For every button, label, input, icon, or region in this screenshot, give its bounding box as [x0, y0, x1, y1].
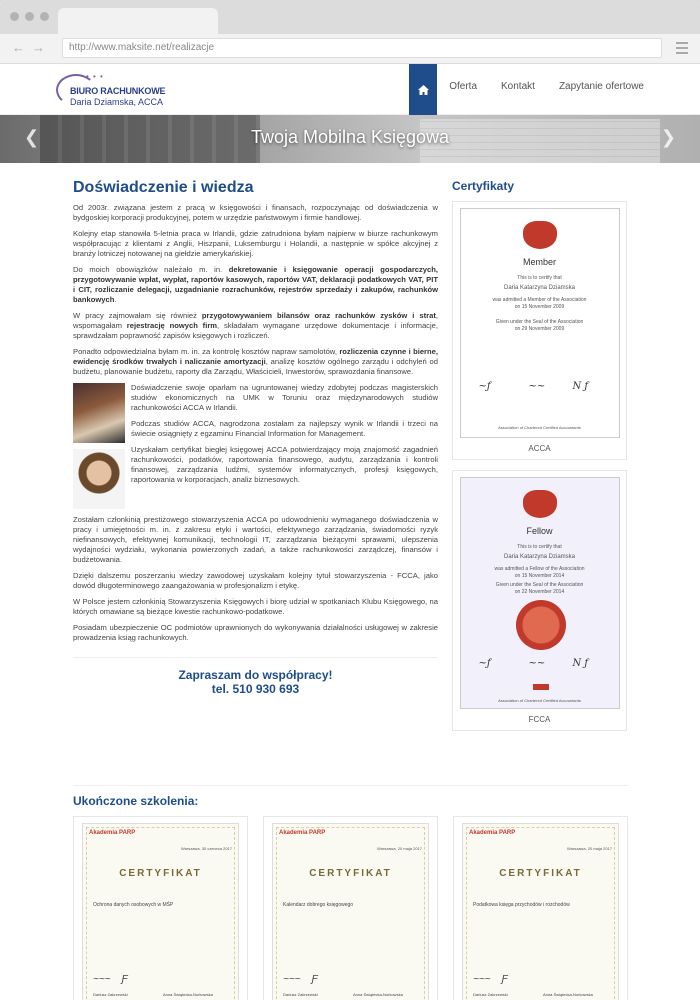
main-nav: [409, 64, 656, 115]
nav-home-button[interactable]: [409, 64, 437, 115]
close-dot-icon[interactable]: [10, 12, 19, 21]
hero-title: Twoja Mobilna Księgowa: [250, 127, 450, 147]
paragraph-12: Posiadam ubezpieczenie OC podmiotów uprawnionych do wykonywania działalności usługowej w zakresie prowadzenia ksiąg rachunkowych.: [73, 623, 438, 642]
paragraph-5-bold: rozliczenia czynne i bierne, ewidencję środków trwałych i naliczanie amortyzacji: [73, 347, 438, 366]
paragraph-4: [73, 311, 438, 341]
forward-arrow-icon[interactable]: →: [32, 40, 45, 55]
site-logo[interactable]: [56, 70, 166, 110]
cert-name: Daria Katarzyna Dziamska: [503, 554, 576, 560]
signature-icon: ~~: [528, 658, 546, 669]
address-bar[interactable]: http://www.maksite.net/realizacje: [62, 38, 662, 58]
paragraph-7: Podczas studiów ACCA, nagrodzona zostałam za najlepszy wynik w Irlandii i trzeci na świecie osiągnięty z egzaminu Financial Information for Management.: [131, 419, 438, 438]
home-icon: [418, 85, 429, 95]
training-card-1[interactable]: [73, 816, 248, 1000]
photo-column: [73, 383, 125, 515]
signature-icon: N ƒ: [572, 658, 589, 669]
cert-card-acca[interactable]: [452, 201, 627, 460]
back-arrow-icon[interactable]: ←: [12, 40, 25, 55]
training-card-2[interactable]: [263, 816, 438, 1000]
hamburger-menu-icon[interactable]: [676, 42, 688, 57]
site-header: [0, 64, 700, 115]
wax-seal-icon: [516, 600, 566, 650]
cert-image-acca: [460, 208, 620, 438]
paragraph-3: [73, 265, 438, 305]
signature-icon: ~ƒ: [478, 658, 491, 669]
training-certificate: [82, 823, 239, 1000]
cert-line: This is to certify that: [517, 544, 562, 550]
coat-of-arms-icon: [523, 490, 557, 518]
cert-card-fcca[interactable]: [452, 470, 627, 731]
paragraph-3-bold: dekretowanie i księgowanie operacji gospodarczych, przygotowywanie wpłat, wypłat, raportów kasowych, raportów VAT, deklaracji podatkowych VAT, PIT i CIT, rozliczanie delegacji, uzgadnianie rozrachunków, rejestrów sprzedaży i zakupów, rachunków bankowych: [73, 265, 439, 304]
hero-banner: [0, 115, 700, 163]
cert-line: Given under the Seal of the Association: [495, 582, 584, 588]
logo-dots-icon: • • •: [86, 72, 104, 81]
trainings-title: Ukończone szkolenia:: [73, 794, 199, 808]
paragraph-5-end: , analizę kosztów ogólnego zarządu i odchyleń od budżetu, planowanie budżetu, raporty dla Zarządu, Właścicieli, Inwestorów, sprawozdania finansowe.: [73, 357, 438, 376]
cert-heading: Fellow: [526, 526, 553, 536]
training-course: Kalendarz dobrego księgowego: [283, 902, 354, 908]
cta-phone[interactable]: tel. 510 930 693: [211, 682, 300, 696]
paragraph-5-start: Ponadto odpowiedzialna byłam m. in. za kontrolę kosztów napraw samolotów,: [73, 347, 340, 356]
acca-tag-icon: [533, 684, 549, 690]
logo-line1: BIURO RACHUNKOWE: [70, 86, 166, 96]
call-to-action: [73, 657, 438, 696]
maximize-dot-icon[interactable]: [40, 12, 49, 21]
nav-item-zapytanie[interactable]: Zapytanie ofertowe: [558, 81, 644, 92]
paragraph-3-end: .: [114, 295, 117, 304]
paragraph-8: Uzyskałam certyfikat biegłej księgowej ACCA potwierdzający moją znajomość zagadnień rachunkowości, podatków, raportowania finansowego, audytu, zarządzania i kontroli finansowej, zarządzania ludźmi, systemów informatycznych, profesji księgowych, raportowania w korporacjach, analiz biznesowych.: [131, 445, 438, 484]
parp-logo: Akademia PARP: [279, 830, 326, 836]
cert-heading: Member: [522, 257, 556, 267]
signature-icon: ~~~ Ƒ: [473, 974, 508, 985]
paragraph-2: Kolejny etap stanowiła 5-letnia praca w Irlandii, gdzie zatrudniona byłam najpierw w biurze rachunkowym współpracując z klientami z Anglii, Hiszpanii, Luksemburgu i Holandii, a następnie w spółce akcyjnej z branży lotniczej notowanej na giełdzie amerykańskiej.: [73, 229, 438, 258]
hero-next-arrow-icon[interactable]: ❯: [660, 127, 676, 147]
paragraph-10: Dzięki dalszemu poszerzaniu wiedzy zawodowej uzyskałam kolejny tytuł stowarzyszenia - FCCA, jako dowód długoterminowego zaangażowania w profesjonalizm i etykę.: [73, 571, 438, 590]
paragraph-4-mid: , wspomagałam: [73, 311, 438, 330]
training-certificate: [272, 823, 429, 1000]
paragraph-3-start: Do moich obowiązków należało m. in.: [73, 265, 229, 274]
paragraph-9: Zostałam członkinią prestiżowego stowarzyszenia ACCA po udowodnieniu wymaganego doświadczenia w pracy i umiejętności m. in. z zakresu etyki i wartości, efektywnego zarządzania, świadomości ryzyk niefinansowych, efektywnej komunikacji, technologii IT, zarządzania bieżącymi sprawami, ulepszenia wydajności wydziału, wykonania powierzonych zadań, a także rachunkowości zarządczej, finansów i budżetowania.: [73, 515, 438, 564]
award-photo[interactable]: [73, 383, 125, 443]
paragraph-6: Doświadczenie swoje oparłam na ugruntowanej wiedzy zdobytej podczas magisterskich studiów ekonomicznych na UMK w Toruniu oraz międzynarodowych studiów rachunkowości ACCA w Irlandii.: [131, 383, 438, 412]
photo-row: [73, 383, 438, 515]
hero-prev-arrow-icon[interactable]: ❮: [24, 127, 40, 147]
cert-label-acca: ACCA: [528, 444, 551, 453]
cert-line: was admitted a Member of the Association: [492, 297, 587, 303]
browser-tab[interactable]: [58, 8, 218, 34]
training-date: Warszawa, 20 maja 2017: [377, 846, 422, 851]
certificates-title: Certyfikaty: [452, 179, 515, 193]
training-date: Warszawa, 20 maja 2017: [567, 846, 612, 851]
training-heading: CERTYFIKAT: [499, 868, 582, 879]
parp-logo: Akademia PARP: [89, 830, 136, 836]
signature-icon: N ƒ: [572, 381, 589, 392]
paragraph-1: Od 2003r. związana jestem z pracą w księgowości i finansach, rozpoczynając od doświadczenia w bydgoskiej korporacji produkcyjnej, potem w urzędzie państwowym i firmie handlowej.: [73, 203, 438, 222]
training-signer-1: Dariusz Zakrzewski: [93, 992, 128, 997]
trainings-section: [73, 785, 628, 1000]
logo-line2: Daria Dziamska, ACCA: [70, 97, 164, 107]
training-card-3[interactable]: [453, 816, 628, 1000]
cert-line: on 15 November 2009: [514, 304, 565, 310]
portrait-photo[interactable]: [73, 449, 125, 509]
signature-icon: ~~: [528, 381, 546, 392]
training-date: Warszawa, 30 czerwca 2017: [181, 846, 232, 851]
cta-invite: Zapraszam do współpracy!: [178, 668, 333, 682]
nav-item-oferta[interactable]: Oferta: [449, 81, 478, 92]
trainings-row: [73, 816, 628, 1000]
main-column: [73, 179, 438, 696]
training-signer-2: Anna Świątecka-Norkowska: [353, 992, 403, 997]
cert-line: on 15 November 2014: [514, 573, 565, 579]
coat-of-arms-icon: [523, 221, 557, 249]
signature-icon: ~~~ Ƒ: [93, 974, 128, 985]
cert-image-fcca: [460, 477, 620, 709]
cert-line: was admitted a Fellow of the Association: [494, 566, 585, 572]
paragraph-4-start: W pracy zajmowałam się również: [73, 311, 202, 320]
training-signer-2: Anna Świątecka-Norkowska: [543, 992, 593, 997]
parp-logo: Akademia PARP: [469, 830, 516, 836]
paragraph-4-bold1: przygotowywaniem bilansów oraz rachunków zysków i strat: [201, 311, 436, 320]
window-controls: [10, 12, 49, 21]
cert-line: Given under the Seal of the Association: [495, 319, 584, 325]
training-signer-1: Dariusz Zakrzewski: [473, 992, 508, 997]
page-title: Doświadczenie i wiedza: [73, 179, 254, 196]
paragraph-5: [73, 347, 438, 377]
training-signer-2: Anna Świątecka-Norkowska: [163, 992, 213, 997]
training-course: Ochrona danych osobowych w MŚP: [93, 902, 174, 908]
cert-label-fcca: FCCA: [528, 715, 551, 724]
training-certificate: [462, 823, 619, 1000]
paragraph-4-bold2: rejestrację nowych firm: [126, 321, 218, 330]
cert-footer: Association of Chartered Certified Accountants: [498, 698, 581, 703]
paragraph-11: W Polsce jestem członkinią Stowarzyszenia Księgowych i biorę udział w spotkaniach Klubu Księgowego, na których omawiane są bieżące kwestie rachunkowo-podatkowe.: [73, 597, 438, 616]
training-heading: CERTYFIKAT: [309, 868, 392, 879]
browser-titlebar: [0, 0, 700, 34]
browser-toolbar: [0, 34, 700, 64]
nav-item-kontakt[interactable]: Kontakt: [501, 81, 535, 92]
cert-line: on 29 November 2009: [514, 326, 565, 332]
cert-line: on 22 November 2014: [514, 589, 565, 595]
minimize-dot-icon[interactable]: [25, 12, 34, 21]
cert-footer: Association of Chartered Certified Accountants: [498, 425, 581, 430]
cert-line: This is to certify that: [517, 275, 562, 281]
cert-name: Daria Katarzyna Dziamska: [503, 285, 576, 291]
training-course: Podatkowa księga przychodów i rozchodów: [473, 902, 570, 908]
training-signer-1: Dariusz Zakrzewski: [283, 992, 318, 997]
training-heading: CERTYFIKAT: [119, 868, 202, 879]
paragraph-4-end: , składałam wymagane urzędowe dokumentacje i informacje, sprawdzałam poprawność zapisów księgowych i rozliczeń.: [73, 321, 438, 340]
photo-row-text: [131, 383, 438, 515]
signature-icon: ~~~ Ƒ: [283, 974, 318, 985]
certificates-sidebar: [452, 179, 627, 741]
signature-icon: ~ƒ: [478, 381, 491, 392]
